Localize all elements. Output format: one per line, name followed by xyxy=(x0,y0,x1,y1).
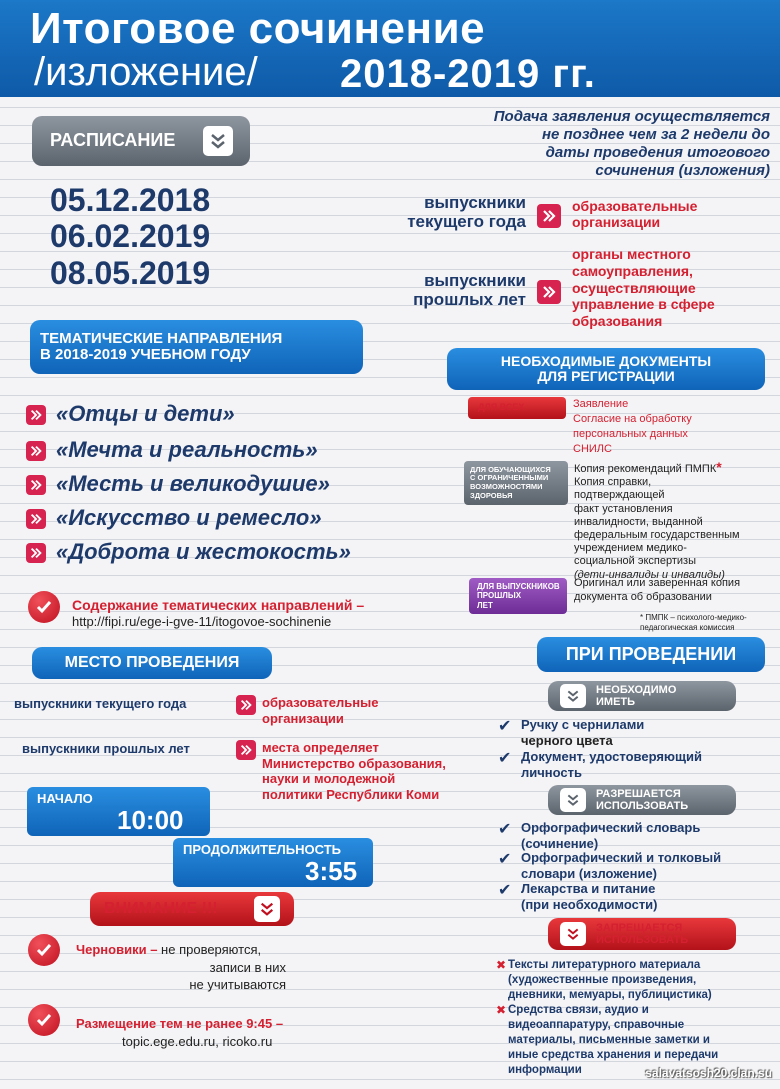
attention-drafts: Черновики – не проверяются, xyxy=(76,942,262,957)
double-chevron-right-icon xyxy=(236,695,256,715)
submission-current-value: образовательные организации xyxy=(572,198,698,231)
allowed-item: Орфографический словарь (сочинение) xyxy=(521,820,701,851)
theme-item: «Мечта и реальность» xyxy=(56,437,318,462)
attention-topics-text: topic.ege.edu.ru, ricoko.ru xyxy=(122,1034,273,1049)
page-years: 2018-2019 гг. xyxy=(340,52,596,96)
schedule-date: 06.02.2019 xyxy=(50,218,211,254)
cross-icon: ✖ xyxy=(496,1003,507,1017)
submission-past-value: органы местного самоуправления, осуществляющие управление в сфере образования xyxy=(572,246,715,330)
docs-past-tag: ДЛЯ ВЫПУСКНИКОВ ПРОШЛЫХ ЛЕТ xyxy=(469,578,567,614)
allowed-item: Лекарства и питание (при необходимости) xyxy=(521,881,658,912)
submission-past-label: выпускники прошлых лет xyxy=(413,271,526,309)
themes-content-url[interactable]: http://fipi.ru/ege-i-gve-11/itogovoe-sochinenie xyxy=(72,614,332,629)
forbidden-header: ЗАПРЕЩАЕТСЯ ИСПОЛЬЗОВАТЬ xyxy=(548,918,736,950)
check-icon: ✔ xyxy=(498,718,512,735)
chevron-down-icon xyxy=(254,896,280,922)
schedule-date: 08.05.2019 xyxy=(50,255,211,291)
page-title: Итоговое сочинение xyxy=(30,4,486,53)
checkmark-icon xyxy=(28,1004,60,1036)
header-banner xyxy=(0,0,780,97)
chevron-down-icon xyxy=(560,788,586,812)
check-icon: ✔ xyxy=(498,851,512,868)
docs-past-items: Оригинал или заверенная копия документа об образовании xyxy=(574,577,741,603)
themes-content-label: Содержание тематических направлений – xyxy=(72,597,365,613)
double-chevron-right-icon xyxy=(26,475,46,495)
forbidden-item: Тексты литературного материала (художественные произведения, дневники, мемуары, публицистика) xyxy=(508,959,712,1001)
place-past-value: места определяет Министерство образования, науки и молодежной политики Республики Коми xyxy=(262,740,446,802)
start-label: НАЧАЛО xyxy=(37,791,93,806)
docs-footnote: * ПМПК – психолого-медико- педагогическая комиссия xyxy=(640,613,747,632)
need-item: Документ, удостоверяющий личность xyxy=(521,749,702,780)
chevron-down-icon xyxy=(203,126,233,156)
submission-note: Подача заявления осуществляется не позднее чем за 2 недели до даты проведения итогового сочинения (изложения) xyxy=(493,108,770,179)
docs-all-tag: ДЛЯ ВСЕХ xyxy=(468,397,566,419)
place-current-value: образовательные организации xyxy=(262,695,379,726)
place-past-label: выпускники прошлых лет xyxy=(22,741,190,756)
double-chevron-right-icon xyxy=(26,509,46,529)
asterisk-mark: * xyxy=(716,459,722,475)
duration-box xyxy=(173,838,373,887)
start-box xyxy=(27,787,210,836)
watermark: salavatsosh20.clan.su xyxy=(645,1066,772,1080)
during-header: ПРИ ПРОВЕДЕНИИ xyxy=(537,637,765,672)
theme-item: «Доброта и жестокость» xyxy=(56,539,351,564)
double-chevron-right-icon xyxy=(26,441,46,461)
double-chevron-right-icon xyxy=(537,204,561,228)
forbidden-item: Средства связи, аудио и видеоаппаратуру, справочные материалы, письменные заметки и иные средства хранения и передачи информации xyxy=(508,1004,719,1076)
submission-current-label: выпускники текущего года xyxy=(407,193,526,231)
chevron-down-icon xyxy=(560,922,586,946)
double-chevron-right-icon xyxy=(26,405,46,425)
place-current-label: выпускники текущего года xyxy=(14,696,187,711)
start-time: 10:00 xyxy=(117,805,184,835)
double-chevron-right-icon xyxy=(537,280,561,304)
check-icon: ✔ xyxy=(498,750,512,767)
allowed-header: РАЗРЕШАЕТСЯ ИСПОЛЬЗОВАТЬ xyxy=(548,785,736,815)
theme-item: «Месть и великодушие» xyxy=(56,471,330,496)
need-header: НЕОБХОДИМО ИМЕТЬ xyxy=(548,681,736,711)
duration-label: ПРОДОЛЖИТЕЛЬНОСТЬ xyxy=(183,842,341,857)
place-header: МЕСТО ПРОВЕДЕНИЯ xyxy=(32,647,272,679)
docs-disabled-items: Копия рекомендаций ПМПК* Копия справки, подтверждающей факт установления инвалидности, выданной федеральным государственным учреждением медико- социальной экспертизы (дети-инвалиды и инвалиды) xyxy=(574,459,740,581)
attention-drafts-cont: записи в них не учитываются xyxy=(189,960,286,992)
schedule-label: РАСПИСАНИЕ xyxy=(50,130,176,151)
page-subtitle: /изложение/ xyxy=(34,50,258,94)
double-chevron-right-icon xyxy=(236,740,256,760)
double-chevron-right-icon xyxy=(26,543,46,563)
docs-disabled-tag: ДЛЯ ОБУЧАЮЩИХСЯ С ОГРАНИЧЕННЫМИ ВОЗМОЖНОСТЯМИ ЗДОРОВЬЯ xyxy=(464,461,568,505)
attention-header: ВНИМАНИЕ !!! xyxy=(90,892,294,926)
checkmark-icon xyxy=(28,591,60,623)
theme-item: «Отцы и дети» xyxy=(56,401,235,426)
allowed-item: Орфографический и толковый словари (изложение) xyxy=(521,850,722,881)
chevron-down-icon xyxy=(560,684,586,708)
cross-icon: ✖ xyxy=(496,958,507,972)
attention-topics-title: Размещение тем не ранее 9:45 – xyxy=(76,1016,284,1031)
schedule-date: 05.12.2018 xyxy=(50,182,211,218)
check-icon: ✔ xyxy=(498,821,512,838)
check-icon: ✔ xyxy=(498,882,512,899)
checkmark-icon xyxy=(28,934,60,966)
theme-item: «Искусство и ремесло» xyxy=(56,505,322,530)
themes-header: ТЕМАТИЧЕСКИЕ НАПРАВЛЕНИЯ В 2018-2019 УЧЕБНОМ ГОДУ xyxy=(30,320,363,374)
need-item: Ручку с чернилами черного цвета xyxy=(521,717,645,748)
duration-time: 3:55 xyxy=(305,856,358,886)
docs-all-items: Заявление Согласие на обработку персональных данных СНИЛС xyxy=(573,398,692,455)
docs-header: НЕОБХОДИМЫЕ ДОКУМЕНТЫ ДЛЯ РЕГИСТРАЦИИ xyxy=(447,348,765,390)
